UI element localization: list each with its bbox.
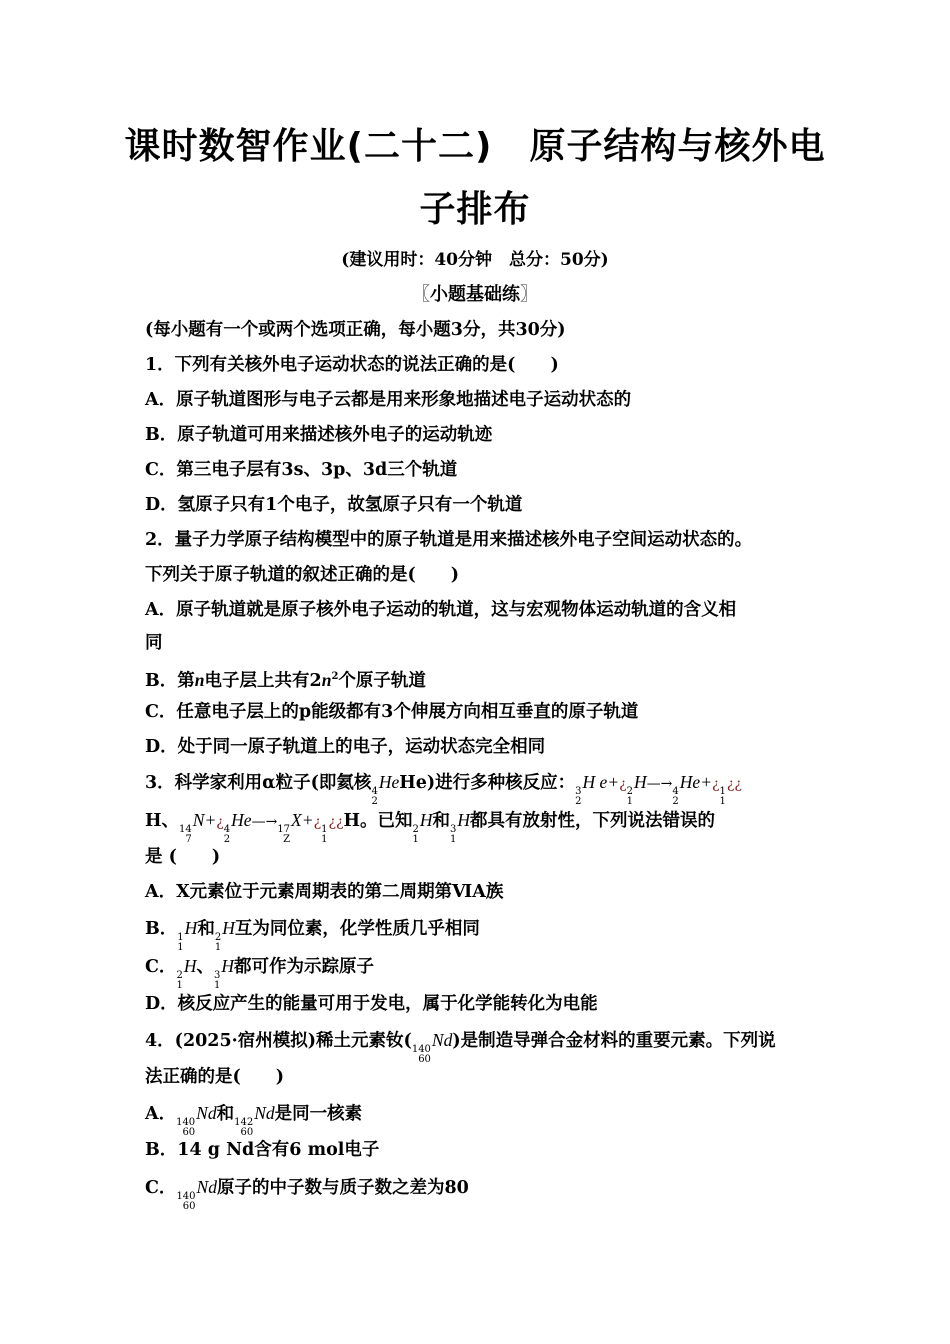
q1-option-b: B．原子轨道可用来描述核外电子的运动轨迹 xyxy=(145,425,493,445)
garbled-glyph: ¿ xyxy=(216,814,224,830)
q2-b-text: B．第 xyxy=(145,670,195,691)
nuclide-h2: 2 1 xyxy=(626,786,634,807)
q1-stem: 1．下列有关核外电子运动状态的说法正确的是( ) xyxy=(145,355,559,375)
q3-stem-text: 3．科学家利用α粒子(即氦核 xyxy=(145,773,372,793)
q2-b-text-mid: 电子层上共有2 xyxy=(204,670,322,691)
nuclide-x17: 17 Z xyxy=(277,824,291,845)
nuclide-h1-b: 1 1 xyxy=(177,932,184,953)
q2-b-exponent: 2 xyxy=(331,671,339,682)
symbol-h: H xyxy=(634,772,647,792)
nuclide-h3: 3 1 xyxy=(450,824,457,845)
instructions: (每小题有一个或两个选项正确，每小题3分，共30分) xyxy=(145,320,566,340)
nuclide-he4-product: 4 2 xyxy=(672,786,679,807)
nuclide-he3: 3 2 xyxy=(575,786,582,807)
symbol-x: X xyxy=(291,810,302,830)
q4-c-text: 原子的中子数与质子数之差为80 xyxy=(216,1178,469,1198)
q3-c-label: C． xyxy=(145,957,177,977)
q3-stem-text-mid: He)进行多种核反应： xyxy=(399,773,576,793)
symbol-nd: Nd xyxy=(196,1177,217,1197)
nuclide-h1-product: 1 1 xyxy=(321,824,328,845)
q4-stem-line2: 法正确的是( ) xyxy=(145,1067,285,1087)
garbled-glyph: ¿ xyxy=(619,776,627,792)
q3-option-d: D．核反应产生的能量可用于发电，属于化学能转化为电能 xyxy=(145,994,598,1014)
symbol-h: H xyxy=(183,956,197,976)
symbol-nd: Nd xyxy=(196,1103,217,1123)
q3-stem-text-known: H。已知 xyxy=(343,811,413,831)
q3-and: 和 xyxy=(432,811,451,831)
garbled-glyph: ¿¿ xyxy=(328,814,344,830)
symbol-h: H xyxy=(457,810,471,830)
symbol-h: H xyxy=(184,918,198,938)
nuclide-nd140-a: 140 60 xyxy=(176,1117,196,1138)
q3-option-c xyxy=(145,954,810,991)
symbol-he: He xyxy=(231,810,252,830)
q3-h-product: H、 xyxy=(145,811,180,831)
q1-option-a: A．原子轨道图形与电子云都是用来形象地描述电子运动状态的 xyxy=(145,390,632,410)
q2-option-d: D．处于同一原子轨道上的电子，运动状态完全相同 xyxy=(145,737,546,757)
plus-sign: + xyxy=(607,772,620,792)
bracket-close: 〗 xyxy=(520,284,538,305)
symbol-nd: Nd xyxy=(254,1103,275,1123)
symbol-h: H xyxy=(222,918,235,938)
q4-option-a xyxy=(145,1101,810,1138)
q3-stem-line3: 是 ( ) xyxy=(145,847,221,867)
nuclide-h3-b: 3 1 xyxy=(213,970,221,991)
q1-option-c: C．第三电子层有3s、3p、3d三个轨道 xyxy=(145,460,458,480)
garbled-glyph: ¿¿ xyxy=(726,776,742,792)
q3-stem-line2 xyxy=(145,808,810,845)
q3-option-b xyxy=(145,916,810,953)
q3-b-text: 互为同位素，化学性质几乎相同 xyxy=(234,919,480,939)
q4-c-label: C． xyxy=(145,1178,177,1198)
q2-b-n: n xyxy=(194,669,205,690)
q4-stem-line1 xyxy=(145,1028,810,1065)
nuclide-nd140: 140 60 xyxy=(411,1044,431,1065)
q2-stem-line1: 2．量子力学原子结构模型中的原子轨道是用来描述核外电子空间运动状态的。 xyxy=(145,530,753,550)
q2-option-a-line2: 同 xyxy=(145,633,163,653)
reaction-arrow: —→ xyxy=(646,776,673,792)
q3-b-and: 和 xyxy=(197,919,215,939)
plus-sign: + xyxy=(700,772,712,792)
q3-b-label: B． xyxy=(145,919,178,939)
q4-a-label: A． xyxy=(145,1104,177,1124)
q4-a-and: 和 xyxy=(216,1104,235,1124)
bracket-open: 〖 xyxy=(412,284,430,305)
symbol-nd: Nd xyxy=(431,1030,453,1050)
symbol-he-spaced: H e xyxy=(582,772,608,792)
q4-option-b: B．14 g Nd含有6 mol电子 xyxy=(145,1140,380,1160)
nuclide-h2-b: 2 1 xyxy=(412,824,419,845)
time-score-note: (建议用时：40分钟 总分：50分) xyxy=(341,250,609,270)
nuclide-n14: 14 7 xyxy=(179,824,192,845)
garbled-glyph: ¿ xyxy=(313,814,322,830)
q2-option-a-line1: A．原子轨道就是原子核外电子运动的轨道，这与宏观物体运动轨道的含义相 xyxy=(145,600,737,620)
q3-c-sep: 、 xyxy=(196,957,214,977)
q3-option-a: A．X元素位于元素周期表的第二周期第ⅥA族 xyxy=(145,882,504,902)
q4-stem-text-mid: )稀土元素钕( xyxy=(307,1031,412,1051)
nuclide-he4: 4 2 xyxy=(371,786,378,807)
nuclide-nd140-c: 140 60 xyxy=(176,1191,196,1212)
nuclide-h2-d: 2 1 xyxy=(176,970,183,991)
q4-stem-text: 4．(2025· xyxy=(145,1031,238,1051)
q3-stem-text-end: 都具有放射性，下列说法错误的 xyxy=(470,811,716,831)
plus-sign: + xyxy=(204,810,217,830)
q2-option-b xyxy=(145,665,810,693)
q2-option-c: C．任意电子层上的p能级都有3个伸展方向相互垂直的原子轨道 xyxy=(145,702,639,722)
symbol-he-product: He xyxy=(679,772,701,792)
section-label: 小题基础练 xyxy=(430,284,520,305)
reaction-arrow: —→ xyxy=(251,814,278,830)
q2-stem-line2: 下列关于原子轨道的叙述正确的是( ) xyxy=(145,565,460,585)
garbled-glyph: ¿ xyxy=(712,776,720,792)
nuclide-he4-reactant: 4 2 xyxy=(223,824,231,845)
q2-b-text-end: 个原子轨道 xyxy=(338,670,426,691)
q3-c-text: 都可作为示踪原子 xyxy=(233,957,374,977)
symbol-h: H xyxy=(419,810,433,830)
nuclide-nd142: 142 60 xyxy=(234,1117,254,1138)
q4-stem-text-end: )是制造导弹合金材料的重要元素。下列说 xyxy=(452,1031,776,1051)
q3-stem-line1 xyxy=(145,770,810,807)
q1-option-d: D．氢原子只有1个电子，故氢原子只有一个轨道 xyxy=(145,495,523,515)
symbol-h: H xyxy=(221,956,234,976)
q4-source: 宿州模拟 xyxy=(237,1031,308,1051)
page-title: 课时数智作业(二十二) 原子结构与核外电 xyxy=(124,126,826,167)
symbol-n: N xyxy=(192,810,205,830)
q4-option-c xyxy=(145,1175,810,1212)
symbol-he: He xyxy=(378,772,400,792)
q4-a-text: 是同一核素 xyxy=(274,1104,363,1124)
nuclide-h2-c: 2 1 xyxy=(214,932,222,953)
q2-b-n2: n xyxy=(321,669,332,690)
section-heading xyxy=(0,283,950,307)
plus-sign: + xyxy=(301,810,314,830)
nuclide-h1: 1 1 xyxy=(719,786,726,807)
page-title-continued: 子排布 xyxy=(419,189,531,230)
